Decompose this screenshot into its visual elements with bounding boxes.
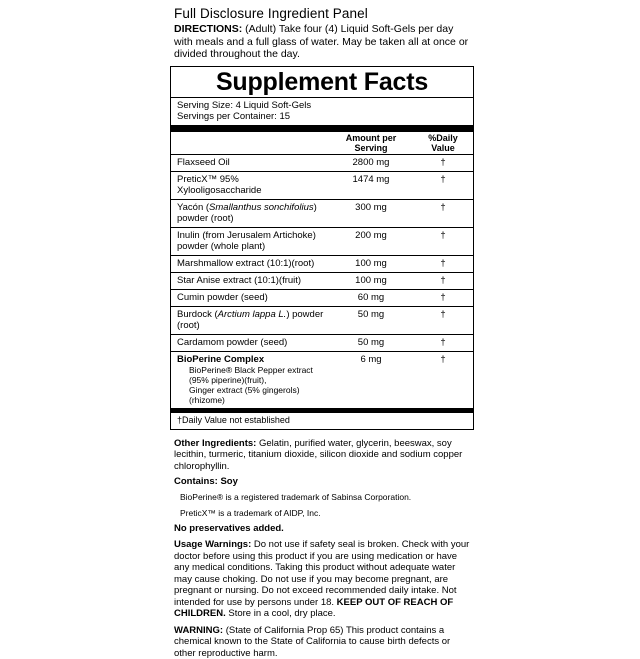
ingredient-amount: 200 mg [325,230,417,241]
ingredient-name: Cardamom powder (seed) [177,337,325,348]
ingredient-name: Burdock (Arctium lappa L.) powder (root) [177,309,325,331]
ingredient-amount: 60 mg [325,292,417,303]
ingredient-name [177,354,325,405]
prop65-warning-paragraph [174,625,472,659]
ingredient-amount: 2800 mg [325,157,417,168]
amount-per-serving-header [325,133,417,153]
directions-text: (Adult) Take four (4) Liquid Soft-Gels per day with meals and a full glass of water. May be taken all at once or divided throughout the day. [174,23,468,60]
ingredient-dv: † [417,174,469,185]
table-row [171,290,473,307]
no-preservatives-line: No preservatives added. [174,523,472,534]
table-row [171,256,473,273]
ingredient-name: PreticX™ 95% Xylooligosaccharide [177,174,325,196]
amount-header-line2: Serving [325,143,417,153]
ingredient-amount: 50 mg [325,309,417,320]
ingredient-name: Star Anise extract (10:1)(fruit) [177,275,325,286]
complex-sub-line1: BioPerine® Black Pepper extract (95% piperine)(fruit), [177,365,325,385]
ingredient-amount: 1474 mg [325,174,417,185]
directions-paragraph [174,23,474,61]
ingredient-amount: 50 mg [325,337,417,348]
ingredient-amount: 100 mg [325,258,417,269]
table-row [171,307,473,335]
warning-label: WARNING: [174,625,223,636]
serving-info [171,98,473,132]
ingredient-name: Flaxseed Oil [177,157,325,168]
ingredient-dv: † [417,202,469,213]
ingredient-rows [171,155,473,413]
amount-header-line1: Amount per [325,133,417,143]
supplement-facts-heading: Supplement Facts [171,67,473,98]
trademark-bioperine: BioPerine® is a registered trademark of Sabinsa Corporation. [180,492,472,503]
contains-text: Soy [218,476,238,487]
daily-value-header [417,133,469,153]
ingredient-amount: 6 mg [325,354,417,365]
dv-header-line1: %Daily [417,133,469,143]
serving-size: Serving Size: 4 Liquid Soft-Gels [177,100,469,111]
supplement-facts-box [170,66,474,430]
table-row [171,155,473,172]
ingredient-dv: † [417,292,469,303]
ingredient-name: Cumin powder (seed) [177,292,325,303]
usage-warnings-paragraph [174,539,472,620]
ingredient-dv: † [417,354,469,365]
table-row [171,228,473,256]
other-ingredients-label: Other Ingredients: [174,438,256,449]
warning-text: (State of California Prop 65) This product contains a chemical known to the State of California to cause birth defects or other reproductive harm. [174,625,450,659]
usage-warnings-label: Usage Warnings: [174,539,251,550]
complex-title: BioPerine Complex [177,354,264,365]
table-row [171,352,473,413]
table-column-headers [171,132,473,155]
contains-line [174,476,472,487]
ingredient-name: Marshmallow extract (10:1)(root) [177,258,325,269]
directions-label: DIRECTIONS: [174,23,242,35]
complex-sub-line2: Ginger extract (5% gingerols)(rhizome) [177,385,325,405]
page-title: Full Disclosure Ingredient Panel [174,6,476,21]
ingredient-amount: 300 mg [325,202,417,213]
table-row [171,172,473,200]
ingredient-dv: † [417,309,469,320]
table-row [171,335,473,352]
daily-value-footnote: †Daily Value not established [171,413,473,429]
servings-per-container: Servings per Container: 15 [177,111,469,122]
ingredient-name: Inulin (from Jerusalem Artichoke) powder (whole plant) [177,230,325,252]
ingredient-amount: 100 mg [325,275,417,286]
dv-header-line2: Value [417,143,469,153]
ingredient-dv: † [417,258,469,269]
ingredient-dv: † [417,230,469,241]
trademark-preticx: PreticX™ is a trademark of AIDP, Inc. [180,508,472,519]
keep-out-of-reach-text: KEEP OUT OF REACH OF CHILDREN. [174,597,453,620]
contains-label: Contains: [174,476,218,487]
other-ingredients-text: Gelatin, purified water, glycerin, beeswax, soy lecithin, turmeric, titanium dioxide, silicon dioxide and sodium copper chlorophyllin. [174,438,462,472]
ingredient-dv: † [417,275,469,286]
store-text: Store in a cool, dry place. [226,608,336,619]
table-row [171,273,473,290]
supplement-label-panel [168,0,476,659]
table-row [171,200,473,228]
usage-warnings-text: Do not use if safety seal is broken. Check with your doctor before using this product if you are using medication or have any medical conditions. Taking this product without adequate water may cause choking. Do not use if you may become pregnant, are pregnant or nursing. Do not exceed recommended daily intake. Not intended for use by persons under 18. [174,539,469,608]
ingredient-dv: † [417,337,469,348]
ingredient-name: Yacón (Smallanthus sonchifolius) powder (root) [177,202,325,224]
other-ingredients-paragraph [174,438,472,473]
ingredient-dv: † [417,157,469,168]
